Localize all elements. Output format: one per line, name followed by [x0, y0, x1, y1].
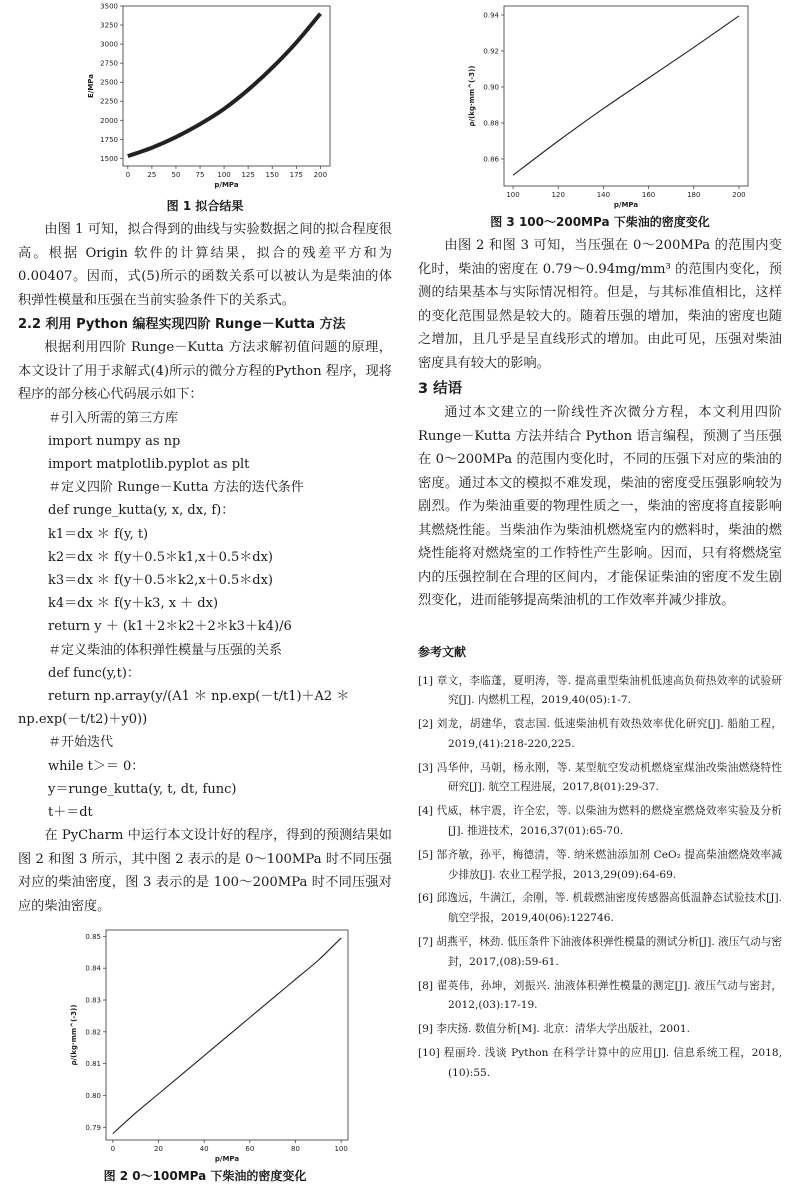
reference-item: [4] 代威，林宇震，许全宏，等. 以柴油为燃料的燃烧室燃烧效率实验及分析[J]. 推进技术，2016,37(01):65-70. [418, 805, 782, 838]
y-tick-label: 1750 [100, 135, 118, 144]
x-tick-label: 175 [289, 171, 303, 179]
references-list [418, 672, 782, 1084]
y-tick-label: 3500 [100, 2, 118, 11]
references-title: 参考文献 [418, 644, 467, 659]
left-column [18, 0, 392, 1184]
code-listing [18, 407, 392, 825]
x-tick-label: 0 [125, 171, 131, 179]
reference-item: [10] 程丽玲. 浅谈 Python 在科学计算中的应用[J]. 信息系统工程，2018,(10):55. [418, 1047, 782, 1079]
fig3-chart [418, 0, 782, 214]
series-line [128, 14, 321, 156]
y-tick-label: 3000 [100, 40, 118, 49]
plot-frame [504, 6, 748, 186]
right-para-1: 由图 2 和图 3 可知，当压强在 0～200MPa 的范围内变化时，柴油的密度在 0.79～0.94mg/mm³ 的范围内变化，预测的结果基本与实际情况相符。但是，与其标准值相比，这样的变化范围显然是较大的。随着压强的增加，柴油的密度也随之增加，且几乎是呈直线形式的增加。由此可见，压强对柴油密度具有较大的影响。 [418, 238, 782, 371]
code-line: return y ＋ (k1＋2＊k2＋2＊k3＋k4)/6 [48, 619, 292, 635]
code-line: ＃引入所需的第三方库 [48, 410, 179, 426]
code-line: k2＝dx ＊ f(y＋0.5＊k1,x＋0.5＊dx) [48, 549, 273, 565]
x-axis-label: p/MPa [214, 1155, 240, 1164]
x-tick-label: 20 [154, 1145, 163, 1154]
plot-frame [123, 6, 330, 166]
x-tick-label: 100 [334, 1145, 348, 1154]
x-tick-label: 120 [551, 191, 565, 199]
reference-item: [8] 翟英伟，孙坤，刘振兴. 油液体积弹性模量的测定[J]. 液压气动与密封，2012,(03):17-19. [418, 979, 782, 1012]
x-tick-label: 160 [641, 191, 656, 199]
code-line: def runge_kutta(y, x, dx, f)： [48, 503, 235, 519]
x-tick-label: 25 [147, 171, 157, 179]
y-tick-label: 2250 [100, 97, 118, 106]
right-para-2: 通过本文建立的一阶线性齐次微分方程，本文利用四阶 Runge－Kutta 方法并结合 Python 语言编程，预测了当压强在 0～200MPa 的范围内变化时，不同的压强下对应的柴油的密度。通过本文的模拟不难发现，柴油的密度受压强影响较为剧烈。作为柴油重要的物理性质之一，柴油的密度将直接影响其燃烧性能。当柴油作为柴油机燃烧室内的燃料时，柴油的燃烧性能将对燃烧室的工作特性产生影响。因而，只有将燃烧室内的压强控制在合理的区间内，才能保证柴油的密度不发生剧烈变化，进而能够提高柴油机的工作效率并减少排放。 [418, 405, 782, 608]
reference-item: [2] 刘龙，胡建华，袁志国. 低速柴油机有效热效率优化研究[J]. 船舶工程，2019,(41):218-220,225. [418, 718, 782, 750]
x-tick-label: 50 [171, 171, 181, 179]
code-line: k1＝dx ＊ f(y, t) [48, 526, 149, 542]
y-tick-label: 0.90 [483, 83, 499, 92]
y-tick-label: 0.79 [85, 1123, 101, 1132]
y-tick-label: 0.82 [85, 1028, 101, 1037]
y-tick-label: 0.83 [85, 996, 101, 1005]
code-line: ＃定义柴油的体积弹性模量与压强的关系 [48, 642, 283, 658]
y-axis-label: E/MPa [87, 74, 95, 98]
y-tick-label: 2000 [100, 116, 118, 125]
y-tick-label: 0.92 [483, 47, 499, 56]
x-axis-label: p/MPa [214, 181, 239, 189]
code-line: ＃开始迭代 [48, 735, 114, 751]
code-line: ＃定义四阶 Runge－Kutta 方法的迭代条件 [48, 480, 304, 496]
left-para-1: 由图 1 可知，拟合得到的曲线与实验数据之间的拟合程度很高。根据 Origin 软件的计算结果，拟合的残差平方和为 0.00407。因而，式(5)所示的函数关系可以被认为是柴油的体积弹性模量和压强在当前实验条件下的关系式。 [18, 222, 392, 308]
section-heading-3: 3 结语 [418, 381, 463, 397]
code-line: np.exp(－t/t2)＋y0)) [18, 712, 148, 728]
reference-item: [9] 李庆扬. 数值分析[M]. 北京：清华大学出版社，2001. [418, 1023, 690, 1036]
fig1-caption: 图 1 拟合结果 [166, 199, 244, 213]
y-tick-label: 0.80 [85, 1092, 101, 1101]
code-line: import matplotlib.pyplot as plt [48, 456, 250, 472]
y-tick-label: 0.81 [85, 1060, 101, 1069]
plot-frame [106, 930, 348, 1140]
y-tick-label: 2500 [100, 78, 118, 87]
y-axis-label: ρ/(kg·mm^(-3)) [468, 65, 476, 127]
section-heading-2-2: 2.2 利用 Python 编程实现四阶 Runge－Kutta 方法 [18, 317, 346, 332]
y-tick-label: 1500 [100, 154, 118, 163]
reference-item: [3] 冯华仲，马朝，杨永刚，等. 某型航空发动机燃烧室煤油改柴油燃烧特性研究[J]. 航空工程进展，2017,8(01):29-37. [418, 761, 782, 794]
x-tick-label: 75 [195, 171, 205, 179]
code-line: y＝runge_kutta(y, t, dt, func) [48, 781, 237, 797]
x-tick-label: 200 [732, 191, 746, 199]
y-tick-label: 0.86 [483, 155, 499, 164]
code-line: k3＝dx ＊ f(y＋0.5＊k2,x＋0.5＊dx) [48, 572, 273, 588]
y-tick-label: 2750 [100, 59, 118, 68]
code-line: import numpy as np [48, 433, 181, 449]
code-line: def func(y,t)： [48, 665, 140, 681]
code-line: while t＞＝ 0： [48, 758, 145, 774]
figure-2 [18, 924, 392, 1184]
code-line: return np.array(y/(A1 ＊ np.exp(－t/t1)＋A2 ＊ [48, 688, 350, 704]
y-tick-label: 0.94 [483, 11, 499, 20]
x-tick-label: 100 [217, 171, 231, 179]
y-tick-label: 0.84 [85, 964, 101, 973]
y-tick-label: 3250 [100, 21, 118, 30]
x-tick-label: 0 [110, 1145, 116, 1154]
y-tick-label: 0.88 [483, 119, 499, 128]
x-tick-label: 80 [291, 1145, 300, 1154]
left-para-2: 根据利用四阶 Runge－Kutta 方法求解初值问题的原理，本文设计了用于求解式(4)所示的微分方程的Python 程序，现将程序的部分核心代码展示如下： [18, 340, 392, 402]
series-line [513, 16, 739, 175]
fig2-caption: 图 2 0～100MPa 下柴油的密度变化 [103, 1169, 307, 1184]
y-axis-label: ρ/(kg·mm^(-3)) [70, 1004, 78, 1066]
x-axis-label: p/MPa [613, 201, 639, 209]
reference-item: [5] 郜齐敏，孙平，梅德清，等. 纳米燃油添加剂 CeO₂ 提高柴油燃烧效率减少排放[J]. 农业工程学报，2013,29(09):64-69. [418, 848, 782, 881]
figure-1 [18, 0, 392, 214]
fig3-caption: 图 3 100～200MPa 下柴油的密度变化 [490, 215, 710, 229]
fig2-chart [18, 924, 392, 1168]
x-tick-label: 180 [687, 191, 701, 199]
reference-item: [7] 胡燕平，林劲. 低压条件下油液体积弹性模量的测试分析[J]. 液压气动与密封，2017,(08):59-61. [418, 936, 782, 968]
right-column [418, 0, 782, 1088]
left-para-3: 在 PyCharm 中运行本文设计好的程序，得到的预测结果如图 2 和图 3 所示，其中图 2 表示的是 0～100MPa 时不同压强对应的柴油密度，图 3 表示的是 100～200MPa 时不同压强对应的柴油密度。 [18, 828, 392, 914]
code-line: t＋＝dt [48, 804, 93, 820]
x-tick-label: 40 [199, 1145, 209, 1154]
code-line: k4＝dx ＊ f(y＋k3, x ＋ dx) [48, 596, 219, 612]
y-tick-label: 0.85 [85, 933, 101, 942]
reference-item: [1] 章文，李临蓬，夏明涛，等. 提高重型柴油机低速高负荷热效率的试验研究[J]. 内燃机工程，2019,40(05):1-7. [418, 674, 782, 707]
x-tick-label: 200 [313, 171, 328, 179]
x-tick-label: 125 [241, 171, 255, 179]
x-tick-label: 140 [596, 191, 611, 199]
reference-item: [6] 邱逸远，牛满江，余刚，等. 机载燃油密度传感器高低温静态试验技术[J]. 航空学报，2019,40(06):122746. [418, 892, 782, 925]
x-tick-label: 150 [265, 171, 279, 179]
series-line [113, 938, 341, 1134]
fig1-chart [18, 0, 392, 198]
figure-3 [418, 0, 782, 230]
x-tick-label: 100 [506, 191, 520, 199]
x-tick-label: 60 [245, 1145, 255, 1154]
